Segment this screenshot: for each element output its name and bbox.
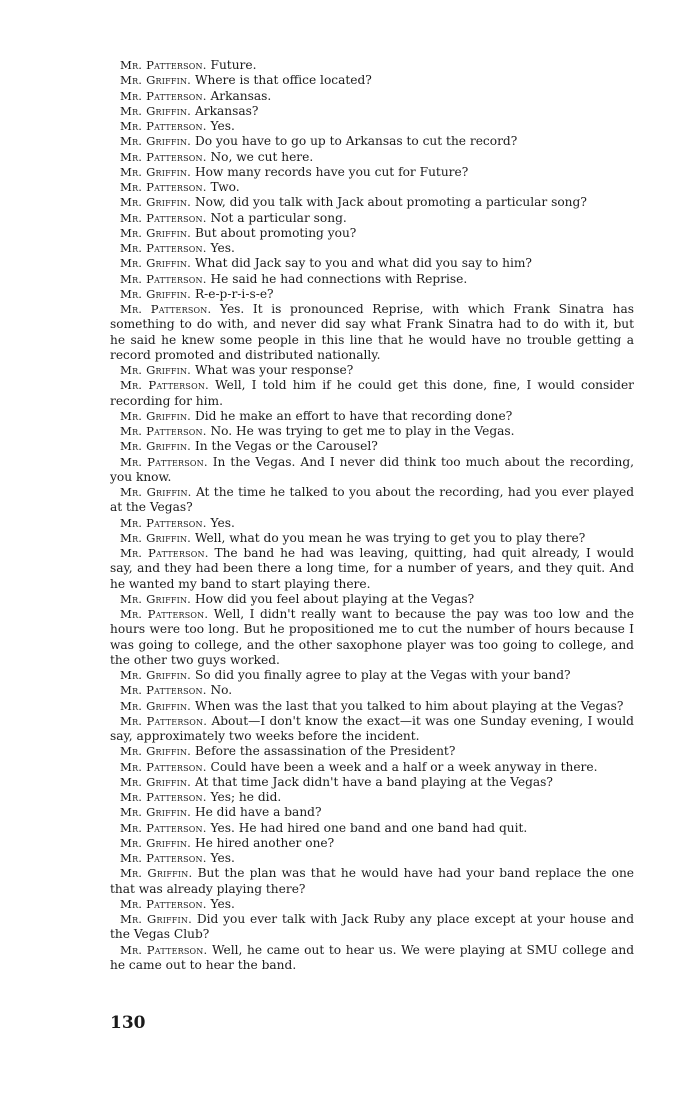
speech-text: Yes; he did.: [210, 790, 282, 804]
transcript-paragraph: [110, 409, 634, 424]
speaker-name: Mr. Patterson.: [120, 546, 209, 560]
speaker-name: Mr. Griffin.: [120, 408, 192, 423]
speech-text: How did you feel about playing at the Vegas?: [194, 591, 475, 606]
speaker-name: Mr. Griffin.: [120, 835, 192, 850]
speech-text: Well, I told him if he could get this done, fine, I would consider recording for him.: [110, 378, 634, 408]
transcript-paragraph: [110, 272, 634, 287]
speaker-name: Mr. Patterson.: [120, 942, 208, 957]
speaker-name: Mr. Patterson.: [120, 515, 207, 530]
transcript-paragraph: [110, 241, 634, 256]
speaker-name: Mr. Patterson.: [120, 271, 207, 286]
transcript-paragraph: [110, 836, 634, 851]
transcript-paragraph: [110, 897, 634, 912]
speaker-name: Mr. Griffin.: [120, 256, 192, 271]
transcript-paragraph: [110, 790, 634, 805]
speech-text: In the Vegas or the Carousel?: [194, 439, 378, 454]
speech-text: But the plan was that he would have had your band replace the one that was already playing there?: [110, 866, 635, 896]
transcript-paragraph: [110, 134, 634, 149]
speaker-name: Mr. Patterson.: [120, 683, 207, 698]
transcript-paragraph: [110, 287, 634, 302]
transcript-paragraph: [110, 699, 634, 714]
transcript-paragraph: [110, 805, 634, 820]
speech-text: Future.: [210, 58, 257, 72]
transcript-paragraph: [110, 256, 634, 271]
speech-text: Well, what do you mean he was trying to get you to play there?: [194, 530, 586, 545]
speaker-name: Mr. Patterson.: [120, 58, 207, 72]
speaker-name: Mr. Patterson.: [120, 790, 207, 804]
speech-text: R-e-p-r-i-s-e?: [194, 286, 274, 301]
speech-text: So did you finally agree to play at the Vegas with your band?: [194, 668, 571, 682]
speech-text: In the Vegas. And I never did think too much about the recording, you know.: [110, 454, 634, 484]
speaker-name: Mr. Patterson.: [120, 896, 207, 911]
transcript-paragraph: [110, 683, 634, 698]
transcript-paragraph: [110, 89, 634, 104]
transcript-paragraph: [110, 912, 634, 943]
speaker-name: Mr. Griffin.: [120, 744, 192, 759]
transcript-paragraph: [110, 439, 634, 454]
transcript-paragraph: [110, 821, 634, 836]
transcript-paragraph: [110, 455, 634, 486]
speech-text: Two.: [210, 180, 240, 194]
speech-text: Well, I didn't really want to because the pay was too low and the hours were too long. But he propositioned me to cut the number of hours because I was going to college, and the other saxophone player was too going to college, and the other two guys worked.: [110, 607, 634, 667]
speaker-name: Mr. Griffin.: [120, 530, 192, 545]
speech-text: Yes.: [210, 119, 235, 133]
speaker-name: Mr. Patterson.: [120, 851, 207, 865]
speaker-name: Mr. Patterson.: [120, 759, 207, 774]
transcript-paragraph: [110, 302, 634, 363]
speaker-name: Mr. Patterson.: [120, 241, 207, 255]
speaker-name: Mr. Patterson.: [120, 607, 209, 621]
speech-text: Could have been a week and a half or a week anyway in there.: [210, 759, 598, 774]
speaker-name: Mr. Griffin.: [120, 668, 192, 682]
speech-text: Before the assassination of the President?: [194, 744, 456, 759]
speech-text: He said he had connections with Reprise.: [210, 271, 468, 286]
transcript-paragraph: [110, 531, 634, 546]
speech-text: Yes. It is pronounced Reprise, with which Frank Sinatra has something to do with, and never did say what Frank Sinatra had to do with it, but he said he knew some people in this line that he would have no trouble getting a record promoted and distributed nationally.: [110, 302, 634, 362]
transcript-paragraph: [110, 363, 634, 378]
speaker-name: Mr. Griffin.: [120, 591, 192, 606]
speaker-name: Mr. Griffin.: [120, 698, 192, 713]
speech-text: Arkansas.: [210, 88, 272, 103]
speaker-name: Mr. Patterson.: [120, 302, 212, 316]
speaker-name: Mr. Patterson.: [120, 820, 207, 835]
speech-text: Did you ever talk with Jack Ruby any place except at your house and the Vegas Club?: [110, 912, 635, 942]
speaker-name: Mr. Griffin.: [120, 225, 192, 240]
transcript-paragraph: [110, 195, 634, 210]
speaker-name: Mr. Griffin.: [120, 134, 192, 149]
speech-text: Yes.: [210, 851, 235, 865]
transcript-paragraph: [110, 866, 634, 897]
transcript-body: [110, 58, 634, 973]
transcript-paragraph: [110, 165, 634, 180]
speech-text: Well, he came out to hear us. We were playing at SMU college and he came out to hear the band.: [110, 942, 634, 972]
transcript-paragraph: [110, 226, 634, 241]
speech-text: No. He was trying to get me to play in the Vegas.: [210, 424, 515, 438]
speech-text: Where is that office located?: [194, 73, 372, 88]
speech-text: He did have a band?: [194, 805, 322, 820]
speech-text: Do you have to go up to Arkansas to cut the record?: [194, 134, 518, 149]
speaker-name: Mr. Griffin.: [120, 73, 192, 88]
transcript-paragraph: [110, 424, 634, 439]
speech-text: What did Jack say to you and what did you say to him?: [194, 256, 532, 271]
speaker-name: Mr. Griffin.: [120, 195, 192, 210]
speech-text: Yes.: [210, 515, 235, 530]
transcript-paragraph: [110, 546, 634, 592]
transcript-paragraph: [110, 760, 634, 775]
speech-text: Yes. He had hired one band and one band had quit.: [210, 820, 528, 835]
speaker-name: Mr. Griffin.: [120, 164, 192, 179]
transcript-paragraph: [110, 180, 634, 195]
speech-text: Yes.: [210, 241, 235, 255]
speaker-name: Mr. Patterson.: [120, 713, 208, 728]
speaker-name: Mr. Griffin.: [120, 363, 192, 377]
transcript-paragraph: [110, 851, 634, 866]
speaker-name: Mr. Patterson.: [120, 454, 208, 469]
speech-text: No.: [210, 683, 233, 698]
speech-text: Yes.: [210, 896, 235, 911]
transcript-paragraph: [110, 58, 634, 73]
transcript-paragraph: [110, 73, 634, 88]
speaker-name: Mr. Griffin.: [120, 439, 192, 454]
speech-text: He hired another one?: [194, 835, 335, 850]
speaker-name: Mr. Griffin.: [120, 774, 192, 789]
speech-text: No, we cut here.: [210, 149, 314, 164]
transcript-paragraph: [110, 150, 634, 165]
speech-text: When was the last that you talked to him about playing at the Vegas?: [194, 698, 624, 713]
speech-text: The band he had was leaving, quitting, had quit already, I would say, and they had been there a long time, for a number of years, and they quit. And he wanted my band to start playing there.: [110, 546, 635, 591]
speaker-name: Mr. Patterson.: [120, 210, 207, 225]
speaker-name: Mr. Patterson.: [120, 378, 209, 393]
transcript-paragraph: [110, 119, 634, 134]
transcript-paragraph: [110, 485, 634, 516]
speech-text: At the time he talked to you about the recording, had you ever played at the Vegas?: [110, 485, 634, 515]
speaker-name: Mr. Griffin.: [120, 103, 192, 118]
speaker-name: Mr. Patterson.: [120, 119, 207, 133]
transcript-paragraph: [110, 516, 634, 531]
speaker-name: Mr. Patterson.: [120, 88, 207, 103]
speech-text: Did he make an effort to have that recording done?: [194, 408, 513, 423]
speaker-name: Mr. Patterson.: [120, 149, 207, 164]
speaker-name: Mr. Griffin.: [120, 805, 192, 820]
speaker-name: Mr. Patterson.: [120, 180, 207, 194]
speaker-name: Mr. Griffin.: [120, 286, 192, 301]
speech-text: At that time Jack didn't have a band playing at the Vegas?: [194, 774, 553, 789]
transcript-paragraph: [110, 211, 634, 226]
speech-text: How many records have you cut for Future?: [194, 164, 469, 179]
transcript-paragraph: [110, 943, 634, 974]
speech-text: But about promoting you?: [194, 225, 357, 240]
speaker-name: Mr. Griffin.: [120, 912, 192, 926]
speech-text: Now, did you talk with Jack about promoting a particular song?: [194, 195, 587, 210]
speaker-name: Mr. Patterson.: [120, 424, 207, 438]
transcript-paragraph: [110, 104, 634, 119]
transcript-paragraph: [110, 714, 634, 745]
transcript-paragraph: [110, 668, 634, 683]
speech-text: What was your response?: [194, 363, 354, 377]
speaker-name: Mr. Griffin.: [120, 866, 193, 881]
transcript-paragraph: [110, 744, 634, 759]
speech-text: Arkansas?: [194, 103, 259, 118]
transcript-paragraph: [110, 607, 634, 668]
transcript-paragraph: [110, 378, 634, 409]
speech-text: Not a particular song.: [210, 210, 347, 225]
page-number: 130: [110, 1013, 146, 1033]
transcript-paragraph: [110, 775, 634, 790]
speaker-name: Mr. Griffin.: [120, 485, 192, 499]
speech-text: About—I don't know the exact—it was one Sunday evening, I would say, approximately two weeks before the incident.: [110, 713, 634, 743]
transcript-paragraph: [110, 592, 634, 607]
